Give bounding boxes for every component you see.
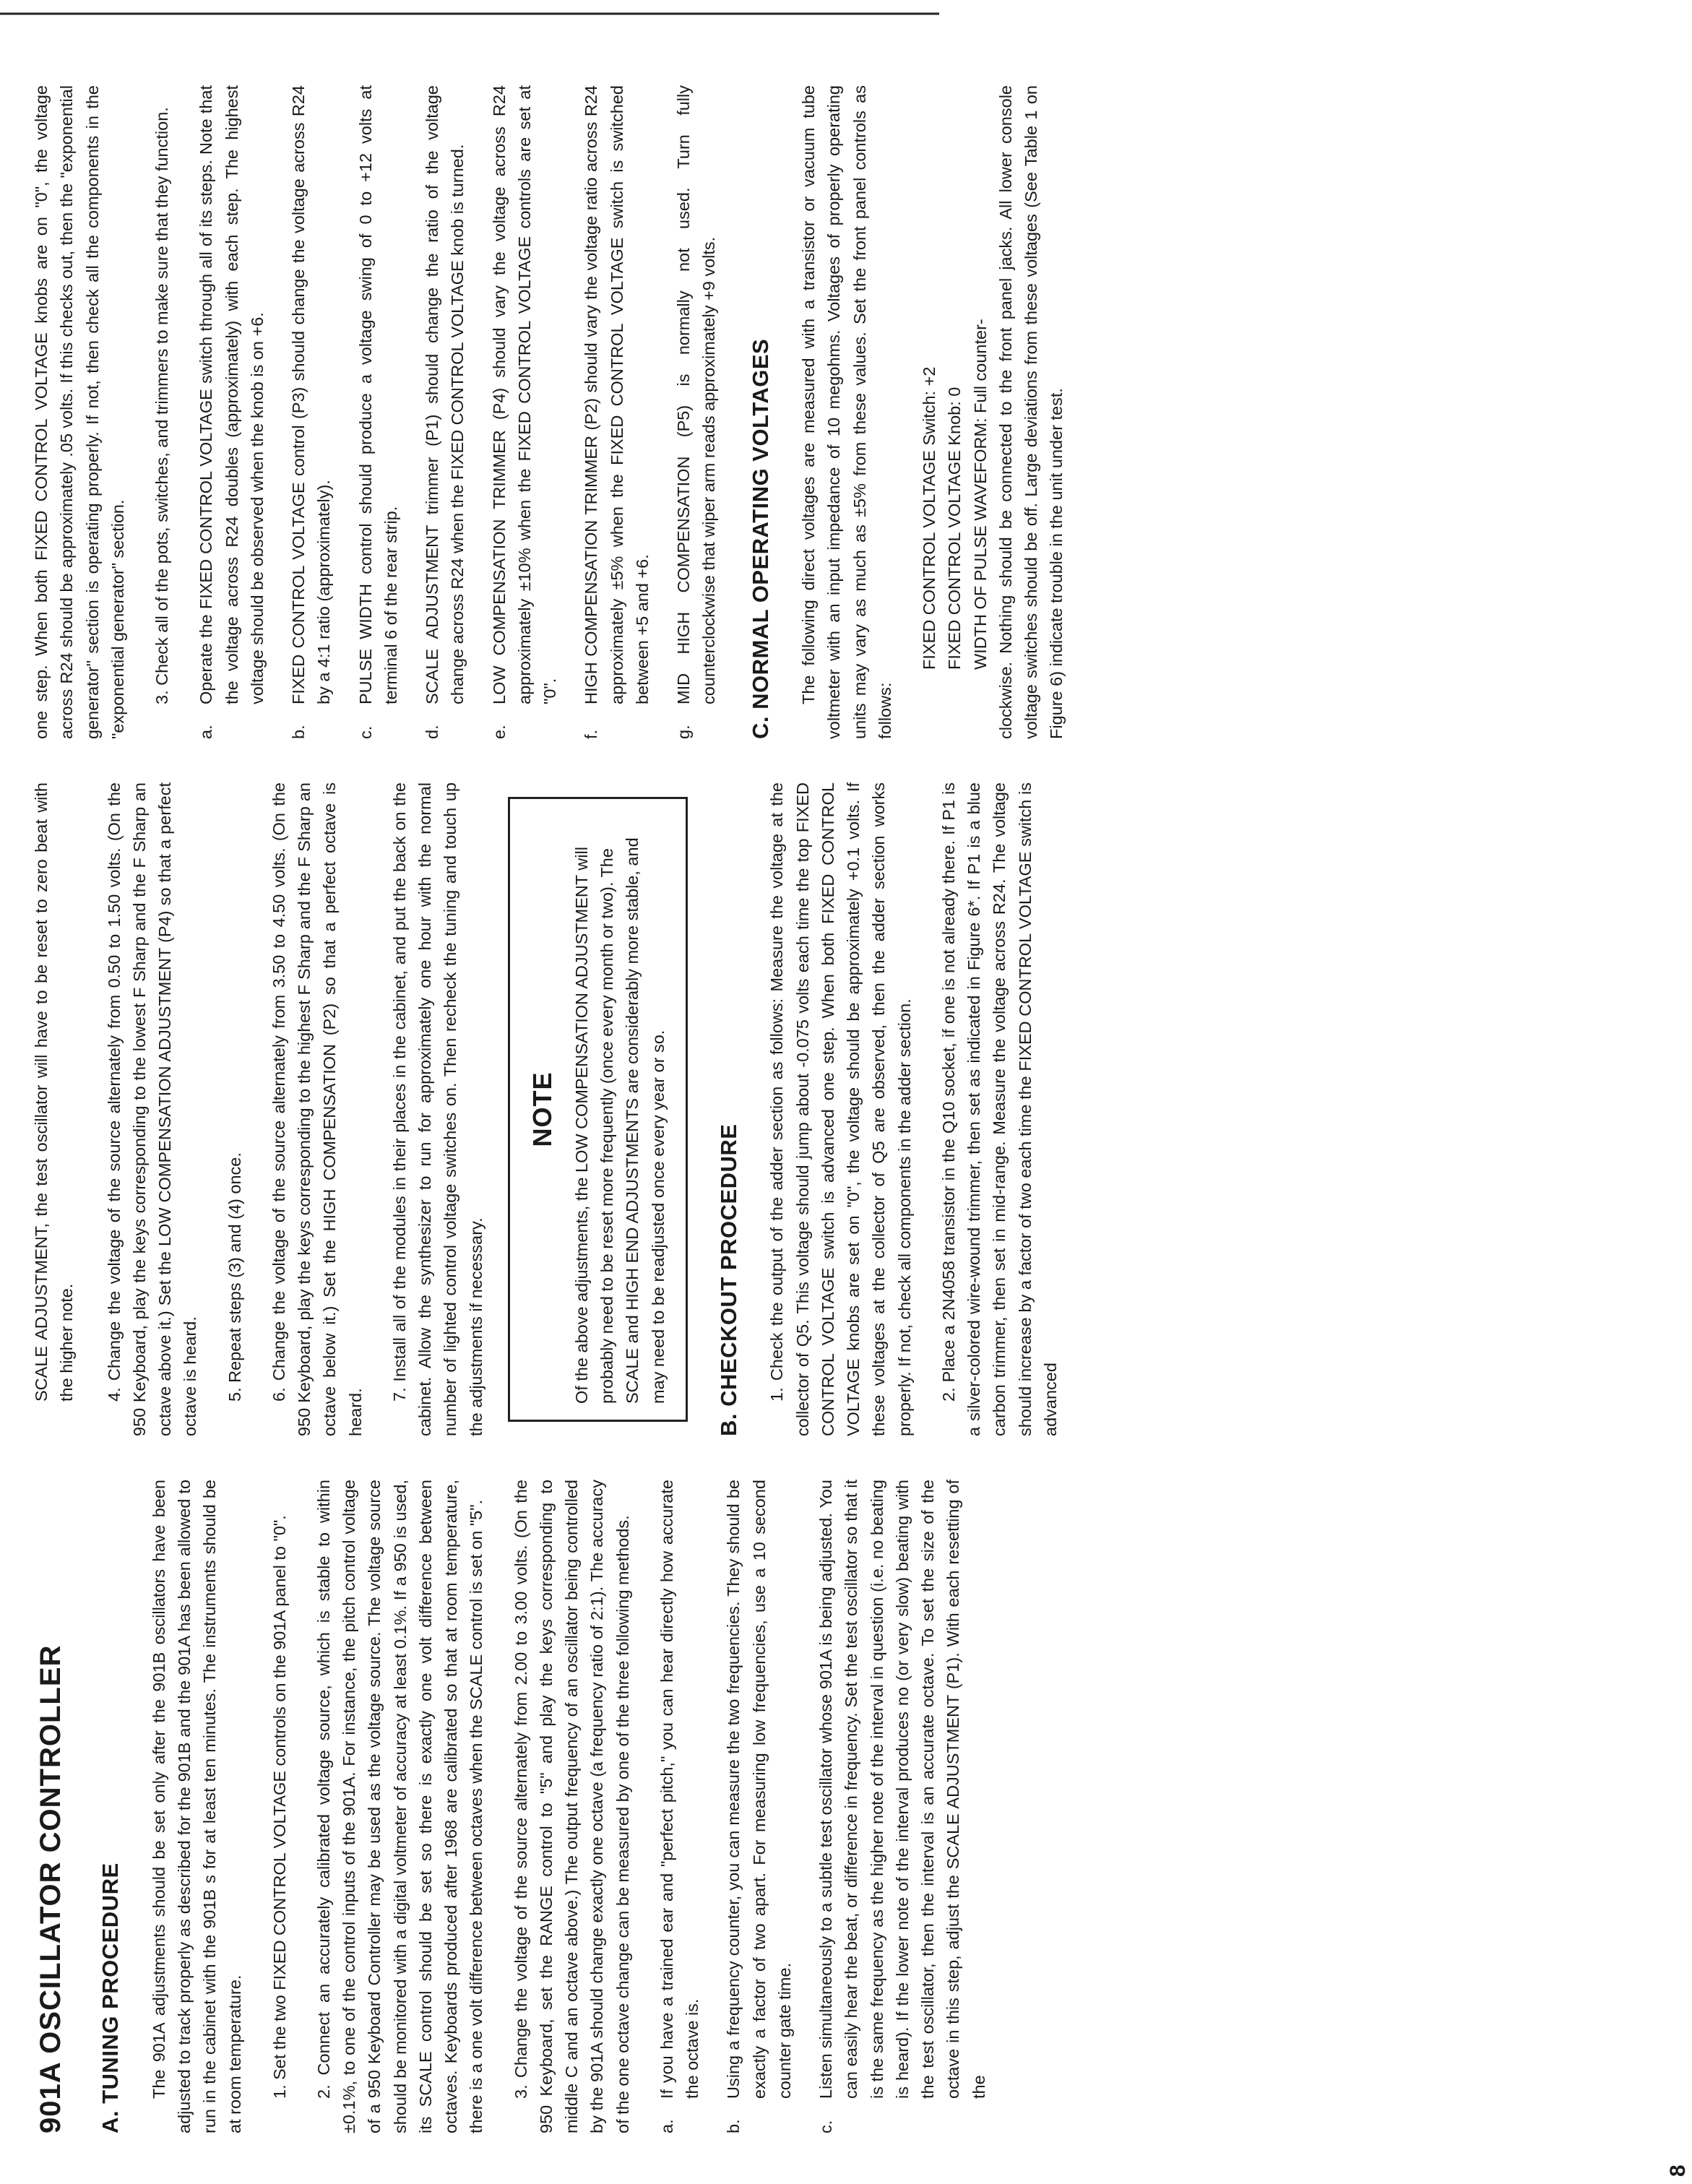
method-b-label: b. [724, 2119, 743, 2133]
check-item-e-text: LOW COMPENSATION TRIMMER (P4) should vary the voltage across R24 approximately ±10% when the FIXED CONTROL VOLTAGE controls are set at "0". [489, 85, 559, 704]
check-item-a-text: Operate the FIXED CONTROL VOLTAGE switch through all of its steps. Note that the voltage across R24 doubles (approximately) with each step. The highest voltage should be observed when the knob is on +6. [197, 85, 267, 704]
section-c-heading: C. NORMAL OPERATING VOLTAGES [747, 338, 773, 739]
column-1 [29, 1480, 1008, 2133]
method-c-label: c. [816, 2120, 835, 2133]
checkout-step-2: 2. Place a 2N4058 transistor in the Q10 socket, if one is not already there. If P1 is a silver-colored wire-wound trimmer, then set as indicated in Figure 6*. If P1 is a blue carbon trimmer, then set in mid-range. Measure the voltage across R24. The voltage should increase by a factor of two each time the FIXED CONTROL VOLTAGE switch is advanced [938, 782, 1060, 1436]
check-item-e-label: e. [489, 725, 509, 739]
method-a [655, 1480, 706, 2133]
tuning-intro: The 901A adjustments should be set only after the 901B oscillators have been adjusted to track properly as described for the 901B and the 901A has been allowed to run in the cabinet with the 901B s for at least ten minutes. The instruments should be at room temperature. [149, 1480, 245, 2133]
tuning-step-3: 3. Change the voltage of the source alternately from 2.00 to 3.00 volts. (On the 950 Keyboard, set the RANGE control to "5" and play the keys corresponding to middle C and an octave above.) The output frequency of an oscillator being controlled by the 901A should change exactly one octave (a frequency ratio of 2:1). The accuracy of the one octave change can be measured by one of the three following methods. [511, 1480, 632, 2133]
check-item-a-label: a. [197, 725, 216, 739]
voltages-intro: The following direct voltages are measured with a transistor or vacuum tube voltmeter with an input impedance of 10 megohms. Voltages of properly operating units may vary as much as ±5% from these values. Set the front panel controls as follows: [799, 85, 894, 739]
check-item-a [194, 85, 270, 739]
check-item-f-text: HIGH COMPENSATION TRIMMER (P2) should vary the voltage ratio across R24 approximately ±5% when the FIXED CONTROL VOLTAGE switch is switched between +5 and +6. [582, 85, 652, 704]
check-item-b-text: FIXED CONTROL VOLTAGE control (P3) should change the voltage across R24 by a 4:1 ratio (approximately). [289, 85, 334, 704]
method-c [813, 1480, 992, 2133]
settings-tail: clockwise. Nothing should be connected to the front panel jacks. All lower console voltage switches should be off. Large deviations from these voltages (See Table 1 on Figure 6) indicate trouble in the unit under test. [996, 85, 1066, 739]
crop-mark [0, 7, 939, 20]
note-box [508, 797, 688, 1422]
tuning-step-5: 5. Repeat steps (3) and (4) once. [225, 1152, 244, 1402]
note-title: NOTE [527, 1071, 557, 1147]
tuning-step-4: 4. Change the voltage of the source alternately from 0.50 to 1.50 volts. (On the 950 Keyboard, play the keys corresponding to the lowest F Sharp and the F Sharp an octave above it.) Set the LOW COMPENSATION ADJUSTMENT (P4) so that a perfect octave is heard. [104, 782, 200, 1436]
check-item-g [671, 85, 722, 739]
note-text: Of the above adjustments, the LOW COMPENSATION ADJUSTMENT will probably need to be reset more frequently (once every month or two). The SCALE and HIGH END ADJUSTMENTS are considerably more stable, and may need to be readjusted once every year or so. [571, 837, 668, 1404]
method-b-text: Using a frequency counter, you can measure the two frequencies. They should be exactly a factor of two apart. For measuring low frequencies, use a 10 second counter gate time. [724, 1480, 794, 2099]
checkout-step-1: 1. Check the output of the adder section as follows: Measure the voltage at the collector of Q5. This voltage should jump about -0.075 volts each time the top FIXED CONTROL VOLTAGE switch is advanced one step. When both FIXED CONTROL VOLTAGE knobs are set on "0", the voltage should be approximately +0.1 volts. If these voltages at the collector of Q5 are observed, then the adder section works properly. If not, check all components in the adder section. [767, 782, 914, 1436]
method-c-continued: SCALE ADJUSTMENT, the test oscillator will have to be reset to zero beat with the higher note. [32, 782, 77, 1402]
panel-settings [917, 85, 993, 739]
check-item-g-text: MID HIGH COMPENSATION (P5) is normally not used. Turn fully counterclockwise that wiper arm reads approximately +9 volts. [674, 85, 719, 704]
setting-line: FIXED CONTROL VOLTAGE Switch: +2 [920, 366, 938, 670]
check-item-e [487, 85, 564, 739]
check-item-g-label: g. [674, 725, 693, 739]
checkout-step-3: 3. Check all of the pots, switches, and trimmers to make sure that they function. [152, 107, 171, 704]
check-item-c-text: PULSE WIDTH control should produce a voltage swing of 0 to +12 volts at terminal 6 of the rear strip. [355, 85, 400, 704]
page-number: 8 [1666, 2164, 1690, 2177]
method-a-text: If you have a trained ear and "perfect pitch," you can hear directly how accurate the octave is. [657, 1480, 702, 2099]
check-item-f [579, 85, 655, 739]
tuning-step-7: 7. Install all of the modules in their places in the cabinet, and put the back on the cabinet. Allow the synthesizer to run for approximately one hour with the normal number of lighted control voltage switches on. Then recheck the tuning and touch up the adjustments if necessary. [389, 782, 485, 1436]
section-a-heading: A. TUNING PROCEDURE [98, 1863, 123, 2133]
checkout-step-2-continued: one step. When both FIXED CONTROL VOLTAGE knobs are on "0", the voltage across R24 should be approximately .05 volts. If this checks out, then the "exponential generator" section is operating properly. If not, then check all the components in the "exponential generator" section. [32, 85, 127, 739]
section-b-heading: B. CHECKOUT PROCEDURE [715, 1123, 741, 1436]
method-b [721, 1480, 798, 2133]
setting-line: WIDTH OF PULSE WAVEFORM: Full counter- [970, 319, 990, 670]
method-a-label: a. [657, 2119, 676, 2133]
check-item-d-text: SCALE ADJUSTMENT trimmer (P1) should change the ratio of the voltage change across R24 when the FIXED CONTROL VOLTAGE knob is turned. [423, 85, 467, 704]
page-title: 901A OSCILLATOR CONTROLLER [35, 1644, 66, 2133]
tuning-step-2: 2. Connect an accurately calibrated voltage source, which is stable to within ±0.1%, to one of the control inputs of the 901A. For instance, the pitch control voltage of a 950 Keyboard Controller may be used as the voltage source. The voltage source should be monitored with a digital voltmeter of accuracy at least 0.1%. If a 950 is used, its SCALE control should be set so there is exactly one volt difference between octaves. Keyboards produced after 1968 are calibrated so that at room temperature, there is a one volt difference between octaves when the SCALE control is set on "5". [314, 1480, 486, 2133]
setting-line: FIXED CONTROL VOLTAGE Knob: 0 [945, 387, 964, 670]
check-item-c [353, 85, 405, 739]
check-item-b [286, 85, 337, 739]
check-item-b-label: b. [289, 725, 308, 739]
tuning-step-6: 6. Change the voltage of the source alternately from 3.50 to 4.50 volts. (On the 950 Keyboard, play the keys corresponding to the highest F Sharp and the F Sharp an octave below it.) Set the HIGH COMPENSATION (P2) so that a perfect octave is heard. [269, 782, 365, 1436]
check-item-d [420, 85, 471, 739]
tuning-step-1: 1. Set the two FIXED CONTROL VOLTAGE controls on the 901A panel to "0". [269, 1515, 289, 2099]
check-item-f-label: f. [582, 729, 601, 739]
method-c-text: Listen simultaneously to a subtle test oscillator whose 901A is being adjusted. You can easily hear the beat, or difference in frequency. Set the test oscillator so that it is the same frequency as the higher note of the interval in question (i.e. no beating is heard). If the lower note of the interval produces no (or very slow) beating with the test oscillator, then the interval is an accurate octave. To set the size of the octave in this step, adjust the SCALE ADJUSTMENT (P1). With each resetting of the [816, 1480, 988, 2099]
check-item-c-label: c. [355, 725, 375, 739]
column-2 [29, 782, 1082, 1436]
check-item-d-label: d. [423, 725, 441, 739]
column-3 [29, 85, 1089, 739]
